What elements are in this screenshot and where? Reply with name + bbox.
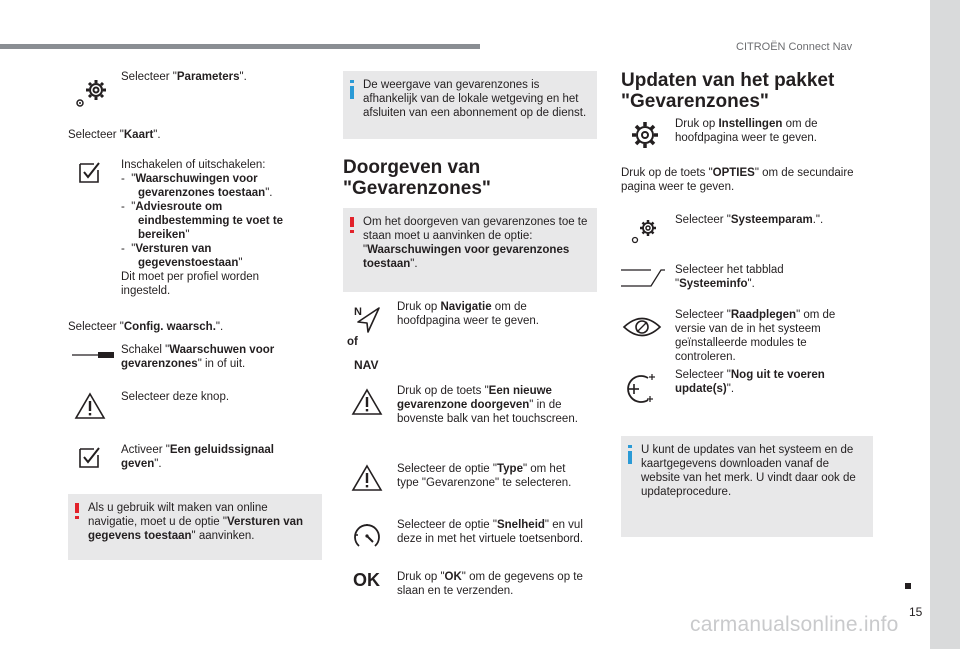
gears-icon [628, 214, 662, 248]
step-press-settings: Druk op Instellingen om de hoofdpagina weer te geven. [675, 118, 818, 144]
info-note-text: U kunt de updates van het systeem en de kaartgegevens downloaden vanaf de website van het merk. U vindt daar ook de updateprocedure. [641, 444, 856, 498]
slider-switch-icon [72, 350, 114, 360]
info-icon-dot [350, 80, 354, 83]
warning-note-text: Om het doorgeven van gevarenzones toe te staan moet u aanvinken de optie: "Waarschuwingen voor gevarenzones toestaan". [363, 216, 588, 270]
gears-icon [72, 72, 112, 112]
toggle-item: - "Adviesroute om eindbestemming te voet te bereiken" [121, 201, 284, 241]
warning-exclamation-icon [75, 503, 79, 513]
info-icon [628, 451, 632, 464]
watermark: carmanualsonline.info [690, 613, 899, 636]
step-press-navigation: Druk op Navigatie om de hoofdpagina weer te geven. [397, 301, 539, 327]
nav-button-label: NAV [354, 358, 379, 372]
gear-icon [628, 118, 662, 152]
info-icon [350, 86, 354, 99]
step-parameters: Selecteer "Parameters". [121, 71, 247, 83]
checkbox-icon [78, 445, 102, 469]
warning-exclamation-icon [350, 217, 354, 227]
info-icon-dot [628, 445, 632, 448]
page-number: 15 [909, 605, 923, 619]
warning-exclamation-dot [350, 230, 354, 233]
or-label: of [347, 336, 358, 348]
toggle-options [121, 158, 311, 298]
step-select-system-params: Selecteer "Systeemparam.". [675, 214, 824, 226]
toggle-item: - "Waarschuwingen voor gevarenzones toestaan". [121, 173, 273, 199]
toggle-intro: Inschakelen of uitschakelen: [121, 159, 266, 171]
step-report-zone: Druk op de toets "Een nieuwe gevarenzone doorgeven" in de bovenste balk van het touchscreen. [397, 385, 578, 425]
warning-triangle-icon [351, 388, 383, 416]
warning-note-text: Als u gebruik wilt maken van online navigatie, moet u de optie "Versturen van gegevens toestaan" aanvinken. [88, 502, 304, 542]
warning-note-box [68, 494, 322, 560]
step-switch-warnings: Schakel "Waarschuwen voor gevarenzones" in of uit. [121, 344, 275, 370]
section-heading-report: Doorgeven van "Gevarenzones" [343, 157, 491, 199]
update-icon [622, 372, 662, 406]
toggle-item: - "Versturen van gegevenstoestaan" [121, 243, 243, 269]
header-brand: CITROËN Connect Nav [736, 41, 853, 53]
info-note-text: De weergave van gevarenzones is afhankelijk van de lokale wetgeving en het afsluiten van een abonnement op de dienst. [363, 79, 587, 119]
step-select-speed: Selecteer de optie "Snelheid" en vul deze in met het virtuele toetsenbord. [397, 519, 584, 545]
step-select-config: Selecteer "Config. waarsch.". [68, 321, 224, 333]
warning-note-box [343, 208, 597, 292]
step-select-pending-updates: Selecteer "Nog uit te voeren update(s)". [675, 369, 825, 395]
svg-text:N: N [354, 306, 362, 318]
ok-button-label: OK [353, 570, 380, 590]
warning-triangle-icon [351, 464, 383, 492]
speedometer-icon [352, 520, 382, 550]
eye-icon [622, 314, 662, 340]
end-marker [905, 583, 911, 589]
tab-icon [621, 268, 665, 288]
step-select-kaart: Selecteer "Kaart". [68, 129, 161, 141]
warning-triangle-icon [74, 392, 106, 420]
step-press-options: Druk op de toets "OPTIES" om de secundaire pagina weer te geven. [621, 167, 854, 193]
top-rule [0, 44, 480, 49]
step-select-button: Selecteer deze knop. [121, 391, 230, 403]
warning-exclamation-dot [75, 516, 79, 519]
toggle-note: Dit moet per profiel worden ingesteld. [121, 271, 260, 297]
section-heading-update: Updaten van het pakket "Gevarenzones" [621, 70, 835, 112]
info-note-box [343, 71, 597, 139]
page-edge-strip [930, 0, 960, 649]
navigation-arrow-icon [352, 304, 382, 334]
step-select-view: Selecteer "Raadplegen" om de versie van de in het systeem geïnstalleerde modules te controleren. [675, 309, 836, 363]
checkbox-icon [78, 160, 102, 184]
step-select-type: Selecteer de optie "Type" om het type "Gevarenzone" te selecteren. [397, 463, 572, 489]
step-select-system-info: Selecteer het tabblad "Systeeminfo". [675, 264, 784, 290]
step-press-ok: Druk op "OK" om de gegevens op te slaan en te verzenden. [397, 571, 583, 597]
info-note-box [621, 436, 873, 537]
step-activate-sound: Activeer "Een geluidssignaal geven". [121, 444, 274, 470]
